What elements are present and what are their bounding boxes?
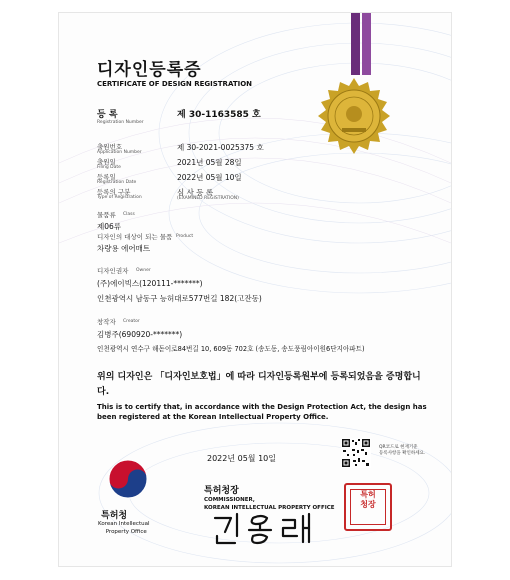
registration-type-en: (EXAMINED REGISTRATION)	[177, 196, 239, 201]
product-value: 차량용 에어매트	[97, 244, 151, 253]
commissioner-signature	[209, 510, 319, 546]
filing-date-label: 출원일	[97, 158, 116, 166]
kipo-name-en-line2: Property Office	[105, 529, 147, 535]
class-label: 물품류	[97, 211, 116, 219]
statement-korean: 위의 디자인은 「디자인보호법」에 따라 디자인등록원부에 등록되었음을 증명합니다.	[97, 372, 421, 397]
kipo-logo-icon	[107, 458, 149, 500]
creator-label-en: Creator	[123, 319, 140, 324]
kipo-name: 특허청	[101, 511, 128, 521]
application-label-en: Application Number	[97, 150, 142, 155]
stamp-text-line2: 청장	[360, 500, 376, 509]
application-number: 제 30-2021-0025375 호	[177, 143, 264, 152]
owner-label-en: Owner	[136, 268, 151, 273]
kipo-name-en-line1: Korean Intellectual	[98, 521, 150, 527]
kipo-name-en	[98, 520, 149, 536]
registration-date-label-en: Registration Date	[97, 180, 137, 185]
certificate	[58, 12, 452, 567]
gold-seal-icon	[314, 76, 394, 156]
registration-date-label: 등록일	[97, 173, 116, 181]
owner-label: 디자인권자	[97, 267, 129, 275]
owner-name: (주)에이빅스(120111-*******)	[97, 279, 203, 288]
registration-type-label: 등록의 구분	[97, 188, 131, 196]
registration-type-label-en: Type of Registration	[97, 195, 142, 200]
owner-address: 인천광역시 남동구 능허대로577번길 182(고잔동)	[97, 294, 262, 303]
creator-name: 김병주(690920-*******)	[97, 330, 183, 339]
qr-note-line1: QR코드로 현재기준	[379, 445, 418, 450]
certificate-subtitle: CERTIFICATE OF DESIGN REGISTRATION	[97, 80, 253, 88]
filing-date-label-en: Filing Date	[97, 165, 121, 170]
application-label: 출원번호	[97, 143, 123, 151]
registration-number: 제 30-1163585 호	[177, 110, 261, 120]
product-label: 디자인의 대상이 되는 물품	[97, 233, 173, 241]
class-label-en: Class	[123, 212, 135, 217]
registration-label-en: Registration Number	[97, 120, 144, 125]
stamp-text-line1: 특허	[360, 490, 376, 499]
creator-address: 인천광역시 연수구 해돋이로84번길 10, 609동 702호 (송도동, 송도풍림아이원6단지아파트)	[97, 345, 365, 353]
statement-english: This is to certify that, in accordance with the Design Protection Act, the design has been registered at the Korean Intellectual Property Office.	[97, 403, 427, 421]
qr-code-icon[interactable]	[341, 438, 371, 468]
registration-type: 심 사 등 록	[177, 188, 214, 197]
ribbon-left	[351, 13, 360, 75]
product-label-en: Product	[176, 234, 194, 239]
commissioner-title-en-line1: COMMISSIONER,	[204, 497, 255, 503]
ribbon-right	[362, 13, 371, 75]
creator-label: 창작자	[97, 318, 116, 326]
qr-note-line2: 등록사항을 확인하세요.	[379, 451, 426, 456]
commissioner-title-en-line2: KOREAN INTELLECTUAL PROPERTY OFFICE	[204, 505, 335, 511]
certificate-title: 디자인등록증	[97, 60, 202, 80]
registration-label: 등 록	[97, 110, 118, 120]
class-value: 제06류	[97, 222, 122, 231]
commissioner-title: 특허청장	[204, 486, 239, 496]
qr-note	[379, 445, 425, 457]
stamp-text	[346, 490, 390, 510]
filing-date: 2021년 05월 28일	[177, 158, 242, 167]
official-stamp	[344, 483, 392, 531]
registration-date: 2022년 05월 10일	[177, 173, 242, 182]
issue-date: 2022년 05월 10일	[207, 454, 276, 463]
